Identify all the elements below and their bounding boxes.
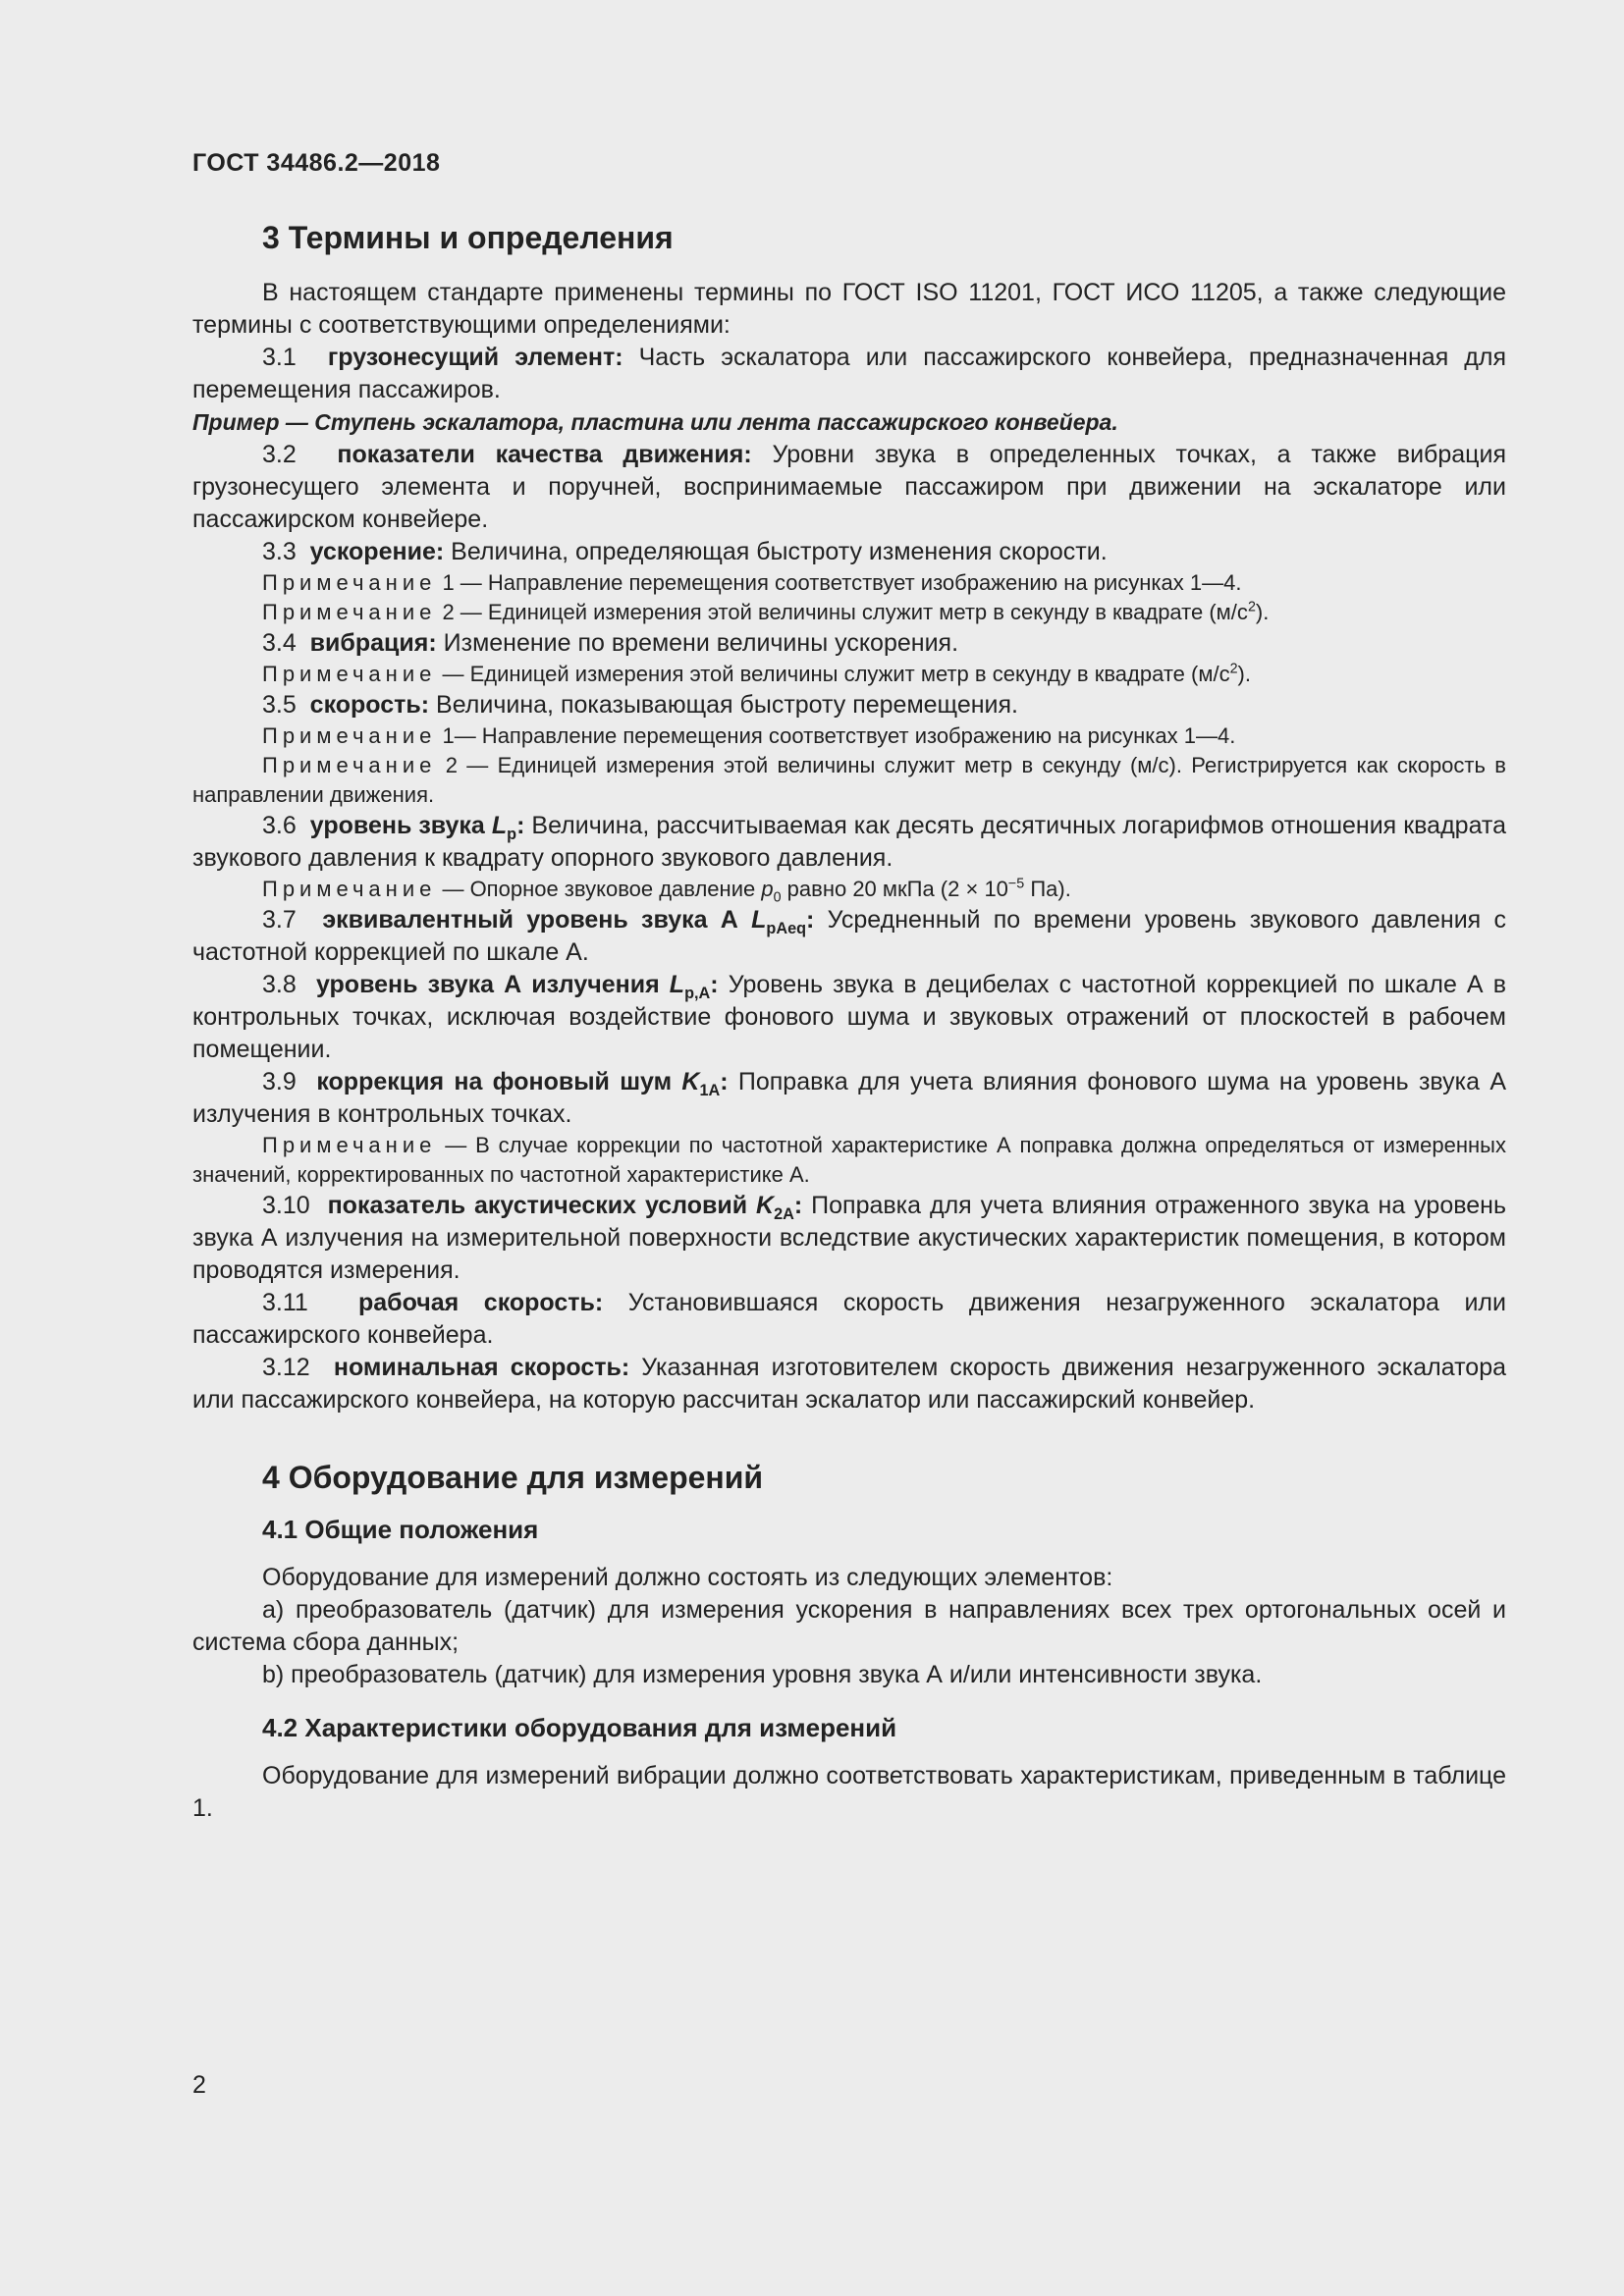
term-3-4: 3.4 вибрация: Изменение по времени величины ускорения. — [262, 629, 959, 657]
note-3-5-2: Примечание 2 — Единицей измерения этой величины служит метр в секунду (м/с). Регистрируется как скорость в направлении движения. — [192, 753, 1506, 807]
section-4-title: 4 Оборудование для измерений — [262, 1460, 764, 1495]
term-definition: Часть эскалатора или пассажирского конвейера, предназначенная для перемещения пассажиров. — [192, 344, 1506, 403]
term-definition: Усредненный по времени уровень звукового давления с частотной коррекцией по шкале А. — [192, 906, 1506, 966]
subsection-4-1-title: 4.1 Общие положения — [262, 1515, 539, 1544]
term-3-3: 3.3 ускорение: Величина, определяющая быстроту изменения скорости. — [262, 538, 1108, 565]
term-definition: Величина, рассчитываемая как десять десятичных логарифмов отношения квадрата звукового давления к квадрату опорного звукового давления. — [192, 812, 1506, 872]
list-item-b: b) преобразователь (датчик) для измерения уровня звука А и/или интенсивности звука. — [262, 1661, 1263, 1688]
term-name: уровень звука $L_p$: — [309, 812, 525, 843]
term-name: вибрация: — [309, 629, 437, 657]
term-name: коррекция на фоновый шум $K_{1A}$: — [316, 1068, 729, 1099]
term-3-12: 3.12 номинальная скорость: Указанная изготовителем скорость движения незагруженного эскалатора или пассажирского конвейера, на которую рассчитан эскалатор или пассажирский конвейер. — [192, 1354, 1506, 1414]
term-name: скорость: — [309, 691, 430, 719]
note-3-4: Примечание — Единицей измерения этой величины служит метр в секунду в квадрате $(м/с^2)$. — [262, 661, 1251, 686]
term-3-7: 3.7 эквивалентный уровень звука А $L_{pAeq}$: Усредненный по времени уровень звукового давления с частотной коррекцией по шкале А. — [192, 906, 1506, 966]
term-definition: Уровни звука в определенных точках, а также вибрация грузонесущего элемента и поручней, воспринимаемые пассажиром при движении на эскалаторе или пассажирском конвейере. — [192, 441, 1506, 533]
term-definition: Указанная изготовителем скорость движения незагруженного эскалатора или пассажирского конвейера, на которую рассчитан эскалатор или пассажирский конвейер. — [192, 1354, 1506, 1414]
example-3-1: Пример — Ступень эскалатора, пластина или лента пассажирского конвейера. — [192, 409, 1118, 435]
term-definition: Изменение по времени величины ускорения. — [443, 629, 959, 657]
subsection-4-2-title: 4.2 Характеристики оборудования для измерений — [262, 1713, 897, 1742]
term-3-11: 3.11 рабочая скорость: Установившаяся скорость движения незагруженного эскалатора или пассажирского конвейера. — [192, 1289, 1506, 1349]
note-3-3-2: Примечание 2 — Единицей измерения этой величины служит метр в секунду в квадрате $(м/с^2)$. — [262, 599, 1270, 624]
term-3-2: 3.2 показатели качества движения: Уровни звука в определенных точках, а также вибрация грузонесущего элемента и поручней, воспринимаемые пассажиром при движении на эскалаторе или пассажирском конвейере. — [192, 441, 1506, 533]
term-name: номинальная скорость: — [333, 1354, 630, 1381]
page-number: 2 — [192, 2071, 206, 2099]
term-3-1: 3.1 грузонесущий элемент: Часть эскалатора или пассажирского конвейера, предназначенная для перемещения пассажиров. — [192, 344, 1506, 403]
term-definition: Установившаяся скорость движения незагруженного эскалатора или пассажирского конвейера. — [192, 1289, 1506, 1349]
document-code: ГОСТ 34486.2—2018 — [192, 149, 441, 177]
list-item-a: а) преобразователь (датчик) для измерения ускорения в направлениях всех трех ортогональных осей и система сбора данных; — [192, 1596, 1506, 1656]
term-name: показатели качества движения: — [337, 441, 752, 468]
section-3-intro: В настоящем стандарте применены термины по ГОСТ ISO 11201, ГОСТ ИСО 11205, а также следующие термины с соответствующими определениями: — [192, 279, 1506, 339]
term-name: ускорение: — [309, 538, 445, 565]
term-definition: Уровень звука в децибелах с частотной коррекцией по шкале А в контрольных точках, исключая воздействие фонового шума и звуковых отражений от плоскостей в рабочем помещении. — [192, 971, 1506, 1063]
section-3-title: 3 Термины и определения — [262, 220, 674, 255]
term-3-9: 3.9 коррекция на фоновый шум $K_{1A}$: Поправка для учета влияния фонового шума на уровень звука А излучения в контрольных точках. — [192, 1068, 1506, 1128]
term-name: рабочая скорость: — [357, 1289, 604, 1316]
page-content — [192, 218, 1506, 1825]
term-definition: Величина, определяющая быстроту изменения скорости. — [451, 538, 1108, 565]
term-definition: Поправка для учета влияния отраженного звука на уровень звука А излучения на измерительной поверхности вследствие акустических характеристик помещения, в котором проводятся измерения. — [192, 1192, 1506, 1284]
term-name: грузонесущий элемент: — [327, 344, 623, 371]
term-definition: Поправка для учета влияния фонового шума на уровень звука А излучения в контрольных точках. — [192, 1068, 1506, 1128]
note-3-3-1: Примечание 1 — Направление перемещения соответствует изображению на рисунках 1—4. — [262, 570, 1242, 595]
term-3-5: 3.5 скорость: Величина, показывающая быстроту перемещения. — [262, 691, 1018, 719]
term-definition: Величина, показывающая быстроту перемещения. — [436, 691, 1018, 719]
term-3-6: 3.6 уровень звука $L_p$: Величина, рассчитываемая как десять десятичных логарифмов отношения квадрата звукового давления к квадрату опорного звукового давления. — [192, 812, 1506, 872]
term-name: эквивалентный уровень звука А $L_{pAeq}$: — [322, 906, 815, 937]
note-3-6: Примечание — Опорное звуковое давление $p_0$ равно 20 мкПа ($2 \times 10^{-5}$ Па). — [262, 876, 1071, 906]
term-3-10: 3.10 показатель акустических условий $K_{2A}$: Поправка для учета влияния отраженного звука на уровень звука А излучения на измерительной поверхности вследствие акустических характеристик помещения, в котором проводятся измерения. — [192, 1192, 1506, 1284]
term-name: уровень звука А излучения $L_{p,A}$: — [315, 971, 719, 1002]
subsection-4-2-text: Оборудование для измерений вибрации должно соответствовать характеристикам, приведенным в таблице 1. — [192, 1762, 1506, 1822]
term-name: показатель акустических условий $K_{2A}$: — [327, 1192, 803, 1223]
note-3-5-1: Примечание 1— Направление перемещения соответствует изображению на рисунках 1—4. — [262, 723, 1236, 748]
subsection-4-1-intro: Оборудование для измерений должно состоять из следующих элементов: — [262, 1564, 1113, 1591]
note-3-9: Примечание — В случае коррекции по частотной характеристике А поправка должна определяться от измеренных значений, корректированных по частотной характеристике А. — [192, 1133, 1506, 1187]
term-3-8: 3.8 уровень звука А излучения $L_{p,A}$: Уровень звука в децибелах с частотной коррекцией по шкале А в контрольных точках, исключая воздействие фонового шума и звуковых отражений от плоскостей в рабочем помещении. — [192, 971, 1506, 1063]
